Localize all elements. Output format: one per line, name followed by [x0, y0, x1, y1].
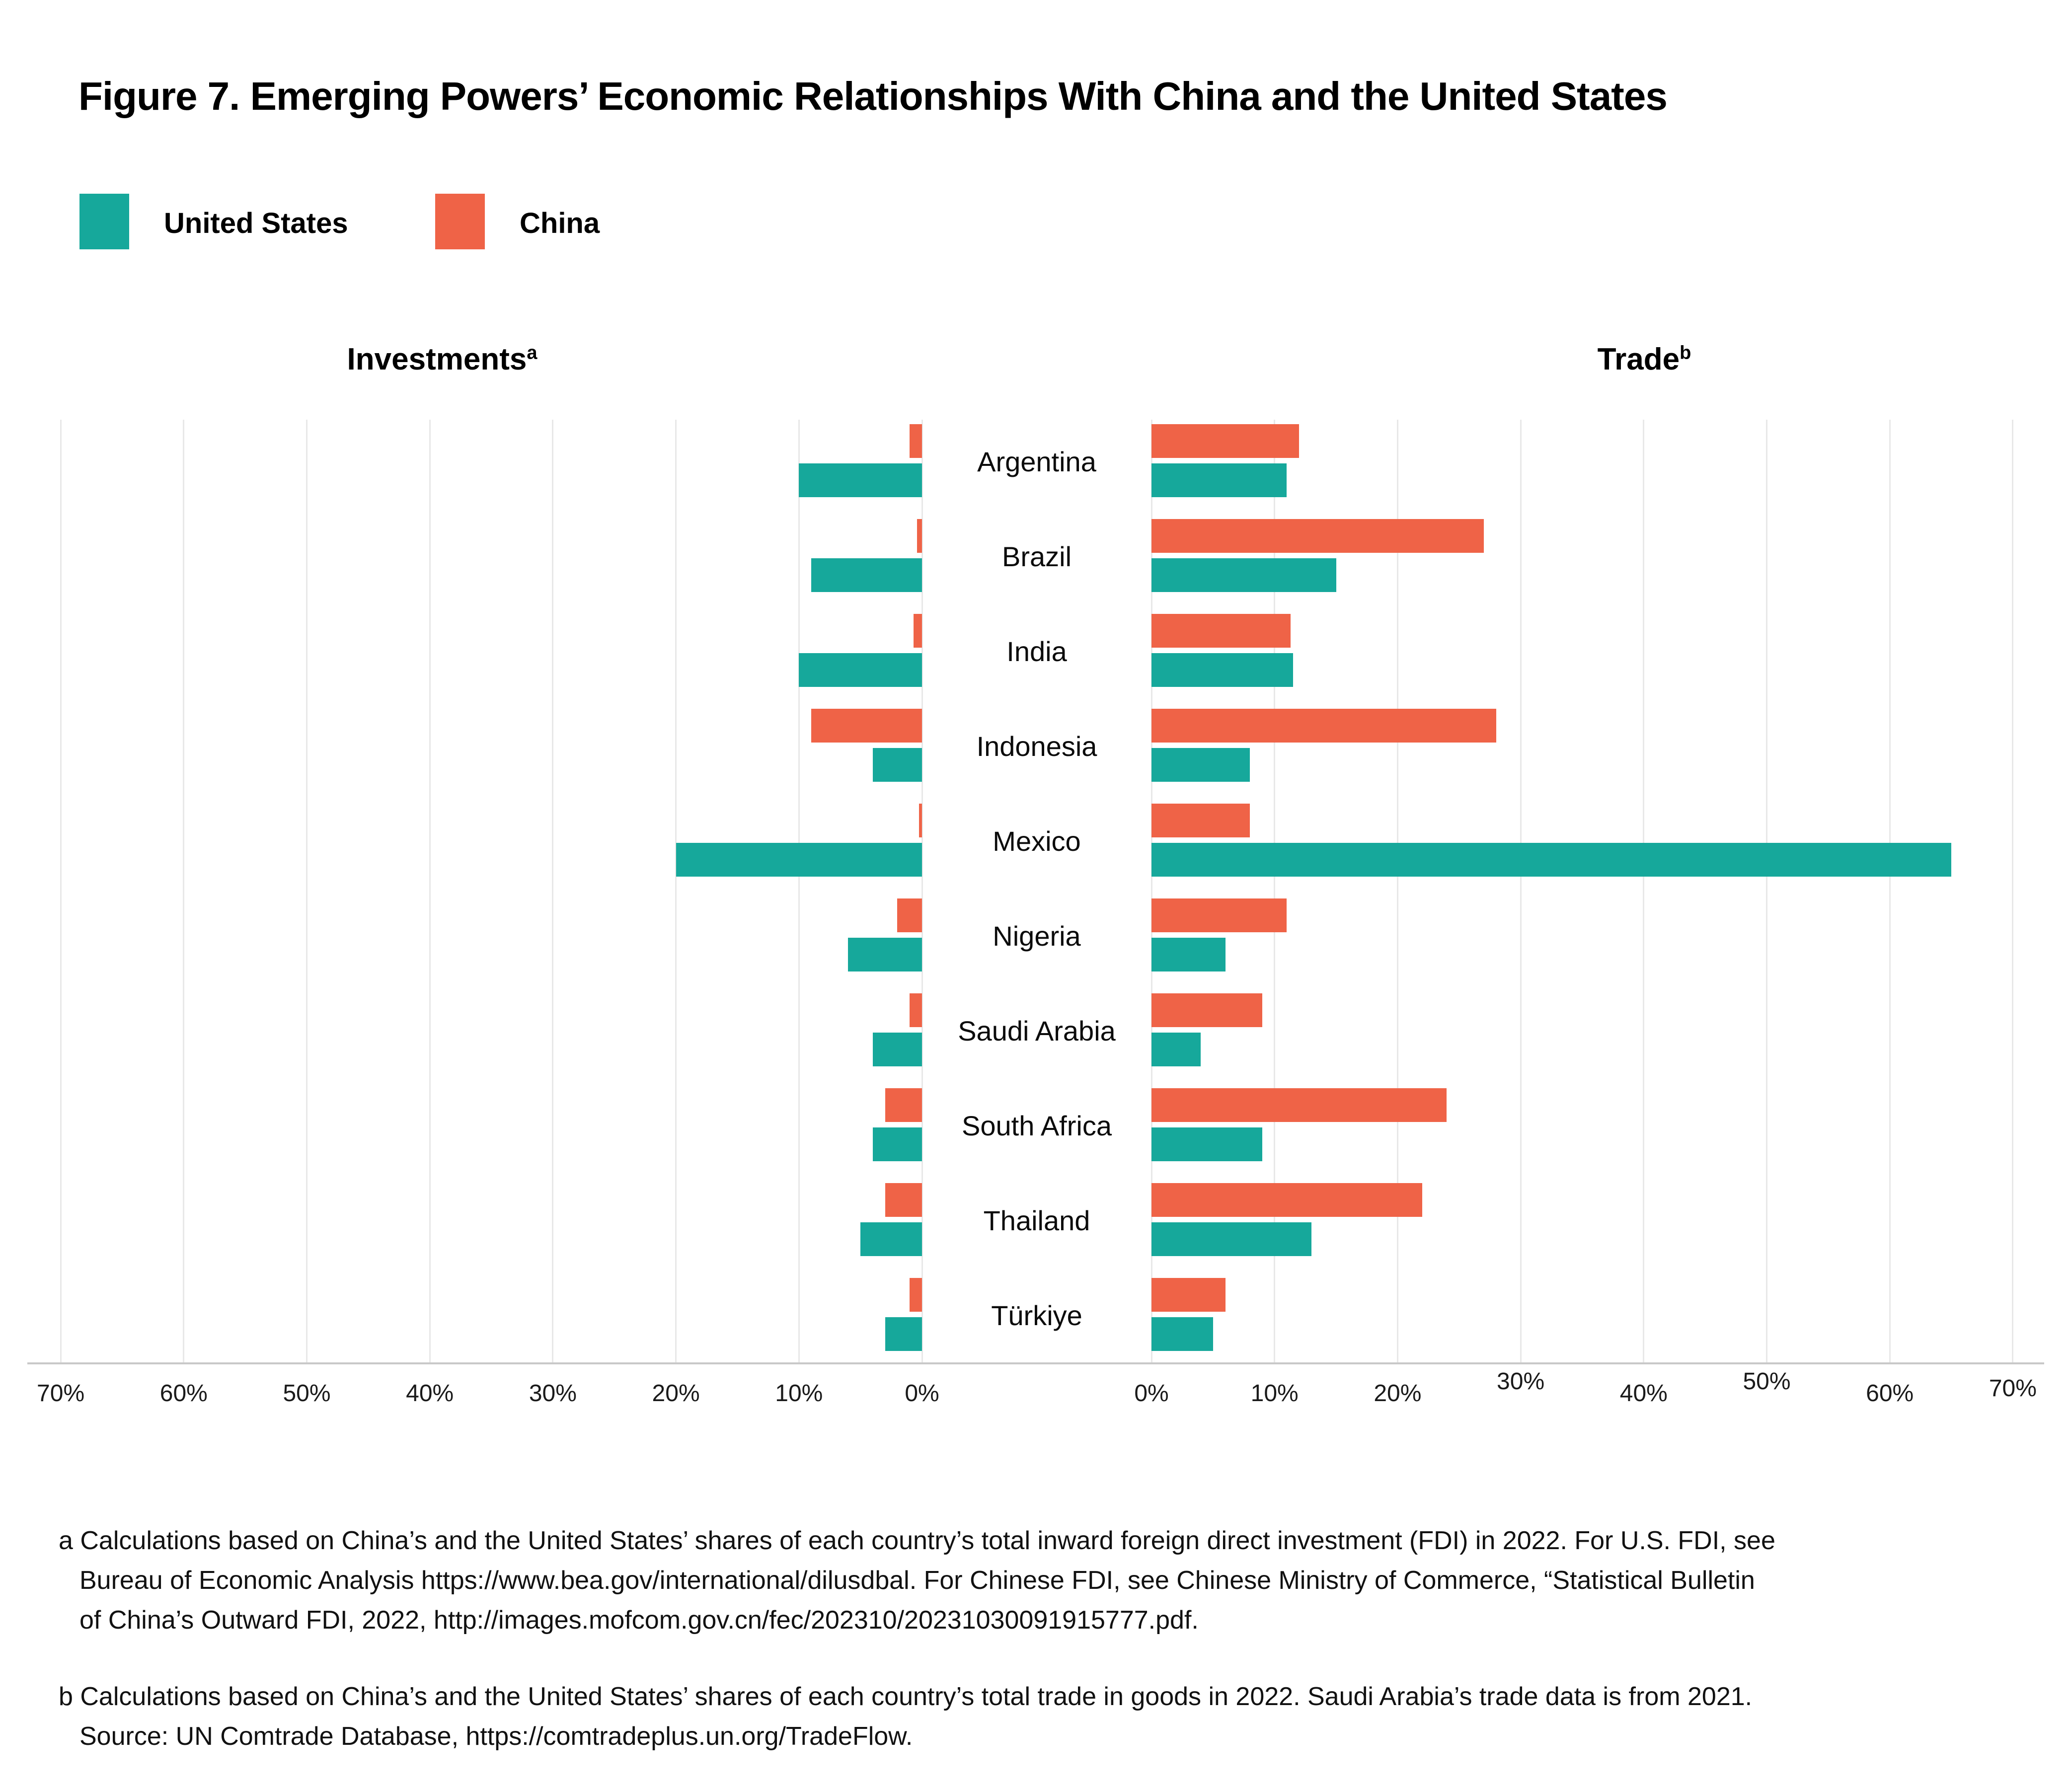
trade-united-states-bar-argentina — [1151, 463, 1287, 497]
panel-heading-trade-text: Trade — [1597, 342, 1680, 376]
axis-tick-investments-20: 20% — [652, 1380, 700, 1407]
investments-china-bar-saudi-arabia — [910, 993, 922, 1027]
x-axis-line — [27, 1362, 2044, 1364]
investments-united-states-bar-mexico — [676, 843, 922, 877]
trade-united-states-bar-south-africa — [1151, 1127, 1262, 1161]
axis-tick-investments-10: 10% — [775, 1380, 823, 1407]
investments-united-states-bar-brazil — [811, 558, 922, 592]
trade-united-states-bar-indonesia — [1151, 748, 1250, 782]
trade-china-bar-saudi-arabia — [1151, 993, 1262, 1027]
trade-china-bar-argentina — [1151, 424, 1299, 458]
footnote-a-line-2: Bureau of Economic Analysis https://www.bea.gov/international/dilusdbal. For Chinese FDI, see Chinese Ministry of Commerce, “Statistical Bulletin — [79, 1566, 1755, 1595]
trade-china-bar-mexico — [1151, 804, 1250, 837]
footnote-b-line-1: b Calculations based on China’s and the United States’ shares of each country’s total trade in goods in 2022. Saudi Arabia’s trade data is from 2021. — [59, 1682, 1753, 1711]
legend-label-china: China — [520, 207, 600, 239]
investments-china-bar-argentina — [910, 424, 922, 458]
footnote-b-line-2: Source: UN Comtrade Database, https://comtradeplus.un.org/TradeFlow. — [79, 1722, 913, 1751]
country-label-t-rkiye: Türkiye — [991, 1300, 1082, 1331]
axis-tick-investments-0: 0% — [905, 1380, 939, 1407]
investments-china-bar-t-rkiye — [910, 1278, 922, 1312]
axis-tick-trade-60: 60% — [1866, 1380, 1914, 1407]
trade-china-bar-t-rkiye — [1151, 1278, 1226, 1312]
footnote-a-line-3: of China’s Outward FDI, 2022, http://images.mofcom.gov.cn/fec/202310/20231030091915777.pdf. — [79, 1606, 1199, 1635]
footnote-a — [59, 1521, 1775, 1640]
country-label-thailand: Thailand — [983, 1205, 1090, 1236]
gridline-trade-20 — [1397, 420, 1398, 1363]
investments-china-bar-indonesia — [811, 709, 922, 743]
panel-heading-investments-text: Investments — [347, 342, 527, 376]
investments-united-states-bar-south-africa — [873, 1127, 922, 1161]
figure-title: Figure 7. Emerging Powers’ Economic Relationships With China and the United States — [78, 74, 1667, 118]
gridline-investments-70 — [60, 420, 62, 1363]
trade-china-bar-india — [1151, 614, 1291, 648]
trade-china-bar-south-africa — [1151, 1088, 1447, 1122]
gridline-investments-30 — [552, 420, 553, 1363]
investments-united-states-bar-saudi-arabia — [873, 1033, 922, 1066]
investments-united-states-bar-argentina — [799, 463, 922, 497]
investments-china-bar-india — [914, 614, 922, 648]
gridline-trade-70 — [2012, 420, 2013, 1363]
investments-china-bar-south-africa — [885, 1088, 922, 1122]
country-label-argentina: Argentina — [977, 446, 1096, 477]
trade-united-states-bar-saudi-arabia — [1151, 1033, 1201, 1066]
axis-tick-trade-0: 0% — [1134, 1380, 1169, 1407]
trade-china-bar-brazil — [1151, 519, 1484, 553]
footnote-marker-b: b — [1680, 342, 1691, 364]
investments-china-bar-brazil — [917, 519, 922, 553]
country-label-india: India — [1006, 636, 1067, 667]
investments-united-states-bar-t-rkiye — [885, 1317, 922, 1351]
country-label-mexico: Mexico — [993, 825, 1081, 857]
axis-tick-trade-70: 70% — [1989, 1375, 2037, 1402]
country-label-indonesia: Indonesia — [976, 731, 1097, 762]
legend-label-united-states: United States — [164, 207, 348, 239]
trade-united-states-bar-t-rkiye — [1151, 1317, 1213, 1351]
investments-united-states-bar-thailand — [860, 1222, 922, 1256]
gridline-investments-10 — [798, 420, 800, 1363]
axis-tick-investments-30: 30% — [529, 1380, 577, 1407]
gridline-trade-40 — [1643, 420, 1644, 1363]
country-label-south-africa: South Africa — [962, 1110, 1112, 1141]
trade-china-bar-nigeria — [1151, 898, 1287, 932]
trade-united-states-bar-brazil — [1151, 558, 1336, 592]
investments-china-bar-mexico — [919, 804, 922, 837]
gridline-investments-50 — [306, 420, 307, 1363]
axis-tick-investments-40: 40% — [406, 1380, 454, 1407]
axis-tick-trade-20: 20% — [1374, 1380, 1422, 1407]
axis-tick-trade-40: 40% — [1619, 1380, 1668, 1407]
country-label-brazil: Brazil — [1001, 541, 1072, 572]
gridline-trade-60 — [1889, 420, 1891, 1363]
trade-china-bar-thailand — [1151, 1183, 1422, 1217]
axis-tick-trade-10: 10% — [1250, 1380, 1299, 1407]
gridline-trade-50 — [1766, 420, 1767, 1363]
gridline-investments-60 — [183, 420, 184, 1363]
axis-tick-investments-60: 60% — [159, 1380, 208, 1407]
country-label-nigeria: Nigeria — [993, 920, 1081, 952]
trade-united-states-bar-mexico — [1151, 843, 1951, 877]
country-label-saudi-arabia: Saudi Arabia — [958, 1015, 1116, 1046]
gridline-investments-20 — [675, 420, 677, 1363]
investments-china-bar-nigeria — [897, 898, 922, 932]
investments-china-bar-thailand — [885, 1183, 922, 1217]
gridline-trade-30 — [1520, 420, 1522, 1363]
gridline-investments-40 — [429, 420, 431, 1363]
trade-china-bar-indonesia — [1151, 709, 1496, 743]
axis-tick-trade-50: 50% — [1743, 1368, 1791, 1395]
footnote-marker-a: a — [527, 342, 537, 364]
investments-united-states-bar-indonesia — [873, 748, 922, 782]
axis-tick-investments-50: 50% — [283, 1380, 331, 1407]
footnote-b — [59, 1677, 1752, 1756]
footnote-a-line-1: a Calculations based on China’s and the United States’ shares of each country’s total inward foreign direct investment (FDI) in 2022. For U.S. FDI, see — [59, 1526, 1775, 1555]
trade-united-states-bar-thailand — [1151, 1222, 1311, 1256]
axis-tick-trade-30: 30% — [1497, 1368, 1545, 1395]
axis-tick-investments-70: 70% — [37, 1380, 85, 1407]
investments-united-states-bar-nigeria — [848, 938, 922, 971]
trade-united-states-bar-india — [1151, 653, 1293, 687]
trade-united-states-bar-nigeria — [1151, 938, 1226, 971]
investments-united-states-bar-india — [799, 653, 922, 687]
